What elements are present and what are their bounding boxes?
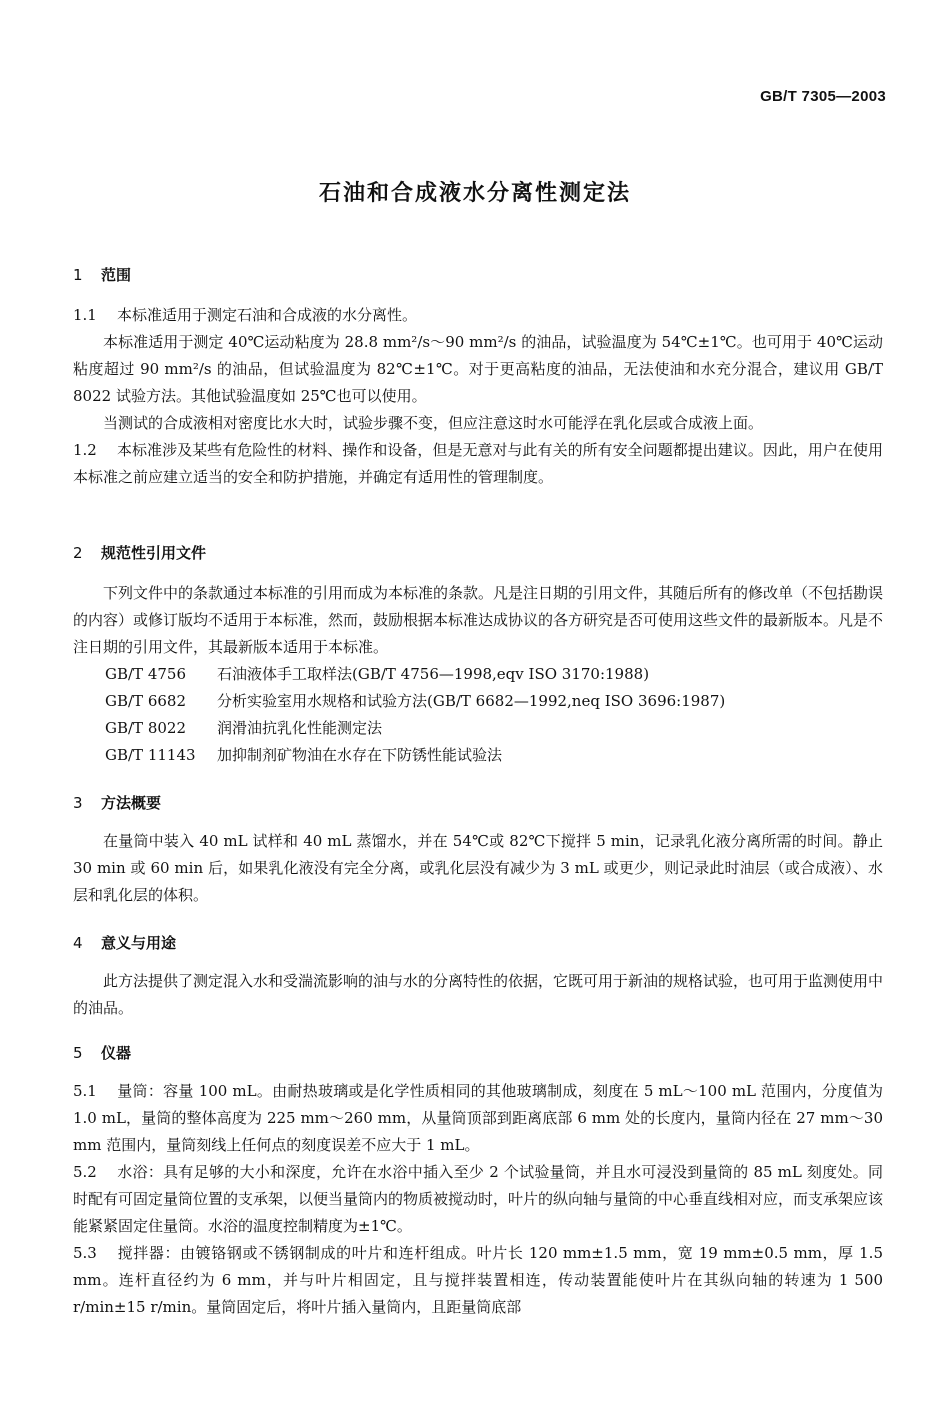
reference-code: GB/T 6682 <box>105 692 187 710</box>
clause-number: 5.1 <box>73 1082 97 1100</box>
section-number: 1 <box>73 266 83 284</box>
reference-title: 石油液体手工取样法(GB/T 4756—1998,eqv ISO 3170:1988) <box>217 665 650 683</box>
section-4-p1: 此方法提供了测定混入水和受湍流影响的油与水的分离特性的依据，它既可用于新油的规格试验，也可用于监测使用中的油品。 <box>73 972 884 1017</box>
reference-code: GB/T 4756 <box>105 665 187 683</box>
reference-item <box>73 742 883 769</box>
clause-5-2: 5.2 水浴：具有足够的大小和深度，允许在水浴中插入至少 2 个试验量筒，并且水可浸没到量筒的 85 mL 刻度处。同时配有可固定量筒位置的支承架，以便当量筒内的物质被搅动时，叶片的纵向轴与量筒的中心垂直线相对应，而支承架应该能紧紧固定住量筒。水浴的温度控制精度为±1℃。 <box>73 1159 883 1240</box>
section-4-body <box>73 968 883 1022</box>
section-5-body <box>73 1078 883 1321</box>
clause-1-2-p1: 1.2 本标准涉及某些有危险性的材料、操作和设备，但是无意对与此有关的所有安全问题都提出建议。因此，用户在使用本标准之前应建立适当的安全和防护措施，并确定有适用性的管理制度。 <box>73 437 883 491</box>
clause-1-1-p1: 1.1 本标准适用于测定石油和合成液的水分离性。 <box>73 302 883 329</box>
document-title: 石油和合成液水分离性测定法 <box>318 181 631 206</box>
section-4 <box>73 930 883 957</box>
section-2 <box>73 540 883 567</box>
reference-title: 润滑油抗乳化性能测定法 <box>217 719 383 737</box>
section-number: 3 <box>73 794 83 812</box>
clause-5-1: 5.1 量筒：容量 100 mL。由耐热玻璃或是化学性质相同的其他玻璃制成，刻度在 5 mL～100 mL 范围内，分度值为 1.0 mL，量筒的整体高度为 225 mm～260 mm，从量筒顶部到距离底部 6 mm 处的长度内，量筒内径在 27 mm～30 mm 范围内，量筒刻线上任何点的刻度误差不应大于 1 mL。 <box>73 1078 883 1159</box>
section-2-intro: 下列文件中的条款通过本标准的引用而成为本标准的条款。凡是注日期的引用文件，其随后所有的修改单（不包括勘误的内容）或修订版均不适用于本标准，然而，鼓励根据本标准达成协议的各方研究是否可使用这些文件的最新版本。凡是不注日期的引用文件，其最新版本适用于本标准。 <box>73 584 884 656</box>
section-title: 仪器 <box>101 1044 132 1062</box>
section-3 <box>73 790 883 817</box>
section-2-heading <box>73 540 883 567</box>
section-1 <box>73 262 883 289</box>
section-number: 2 <box>73 544 83 562</box>
section-1-heading <box>73 262 883 289</box>
clause-number: 5.3 <box>73 1244 97 1262</box>
section-number: 5 <box>73 1044 83 1062</box>
clause-1-1-p3: 当测试的合成液相对密度比水大时，试验步骤不变，但应注意这时水可能浮在乳化层或合成液上面。 <box>103 414 764 432</box>
clause-1-1 <box>73 302 883 491</box>
section-number: 4 <box>73 934 83 952</box>
section-title: 意义与用途 <box>101 934 177 952</box>
section-title: 范围 <box>101 266 132 284</box>
clause-1-1-p2: 本标准适用于测定 40℃运动粘度为 28.8 mm²/s～90 mm²/s 的油品，试验温度为 54℃±1℃。也可用于 40℃运动粘度超过 90 mm²/s 的油品，但试验温度为 82℃±1℃。对于更高粘度的油品，无法使油和水充分混合，建议用 GB/T 8022 试验方法。其他试验温度如 25℃也可以使用。 <box>73 333 883 405</box>
standard-code: GB/T 7305—2003 <box>760 88 886 105</box>
reference-code: GB/T 8022 <box>105 719 187 737</box>
section-3-body <box>73 828 883 909</box>
clause-number: 1.2 <box>73 441 97 459</box>
clause-5-3: 5.3 搅拌器：由镀铬钢或不锈钢制成的叶片和连杆组成。叶片长 120 mm±1.5 mm，宽 19 mm±0.5 mm，厚 1.5 mm。连杆直径约为 6 mm，并与叶片相固定，且与搅拌装置相连，传动装置能使叶片在其纵向轴的转速为 1 500 r/min±15 r/min。量筒固定后，将叶片插入量筒内，且距量筒底部 <box>73 1240 883 1321</box>
reference-code: GB/T 11143 <box>105 746 196 764</box>
reference-item <box>73 661 883 688</box>
section-3-heading <box>73 790 883 817</box>
section-3-p1: 在量筒中装入 40 mL 试样和 40 mL 蒸馏水，并在 54℃或 82℃下搅拌 5 min，记录乳化液分离所需的时间。静止 30 min 或 60 min 后，如果乳化液没有完全分离，或乳化层没有减少为 3 mL 或更少，则记录此时油层（或合成液）、水层和乳化层的体积。 <box>73 832 883 904</box>
reference-item <box>73 715 883 742</box>
reference-item <box>73 688 883 715</box>
reference-title: 加抑制剂矿物油在水存在下防锈性能试验法 <box>217 746 503 764</box>
clause-number: 5.2 <box>73 1163 97 1181</box>
reference-title: 分析实验室用水规格和试验方法(GB/T 6682—1992,neq ISO 3696:1987) <box>217 692 726 710</box>
clause-number: 1.1 <box>73 306 97 324</box>
section-4-heading <box>73 930 883 957</box>
section-title: 规范性引用文件 <box>101 544 207 562</box>
section-5-heading <box>73 1040 883 1067</box>
section-2-body <box>73 580 883 769</box>
normative-reference-list <box>73 661 883 769</box>
section-5 <box>73 1040 883 1067</box>
section-title: 方法概要 <box>101 794 162 812</box>
